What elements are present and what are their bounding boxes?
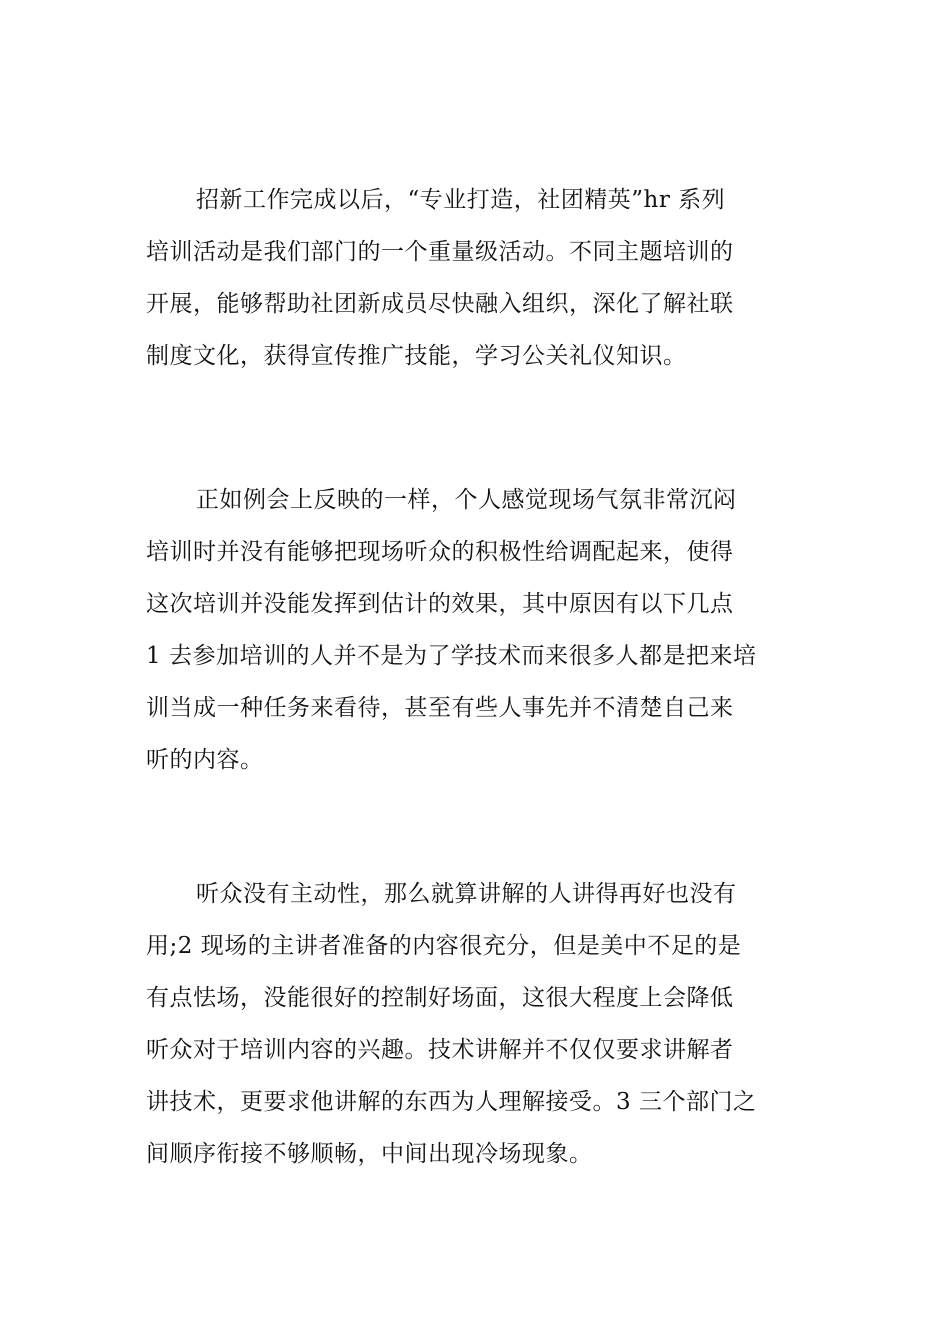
paragraph-line: 训当成一种任务来看待，甚至有些人事先并不清楚自己来 — [146, 695, 734, 721]
paragraph-line: 这次培训并没能发挥到估计的效果，其中原因有以下几点 — [146, 591, 734, 617]
paragraph-line: 1 去参加培训的人并不是为了学技术而来很多人都是把来培 — [146, 643, 757, 669]
paragraph-3 — [146, 868, 808, 1180]
paragraph-line: 招新工作完成以后，“专业打造，社团精英”hr 系列 — [196, 187, 726, 213]
paragraph-line: 开展，能够帮助社团新成员尽快融入组织，深化了解社联 — [146, 291, 734, 317]
paragraph-line: 间顺序衔接不够顺畅，中间出现冷场现象。 — [146, 1141, 593, 1167]
paragraph-line: 有点怯场，没能很好的控制好场面，这很大程度上会降低 — [146, 985, 734, 1011]
paragraph-line: 培训时并没有能够把现场听众的积极性给调配起来，使得 — [146, 539, 734, 565]
paragraph-2 — [146, 474, 808, 786]
paragraph-line: 听众对于培训内容的兴趣。技术讲解并不仅仅要求讲解者 — [146, 1037, 734, 1063]
paragraph-line: 听众没有主动性，那么就算讲解的人讲得再好也没有 — [196, 881, 737, 907]
paragraph-line: 讲技术，更要求他讲解的东西为人理解接受。3 三个部门之 — [146, 1089, 757, 1115]
paragraph-line: 制度文化，获得宣传推广技能，学习公关礼仪知识。 — [146, 343, 687, 369]
paragraph-line: 用;2 现场的主讲者准备的内容很充分，但是美中不足的是 — [146, 933, 742, 959]
paragraph-line: 听的内容。 — [146, 747, 264, 773]
paragraph-1 — [146, 174, 808, 382]
paragraph-line: 正如例会上反映的一样，个人感觉现场气氛非常沉闷 — [196, 487, 737, 513]
paragraph-line: 培训活动是我们部门的一个重量级活动。不同主题培训的 — [146, 239, 734, 265]
